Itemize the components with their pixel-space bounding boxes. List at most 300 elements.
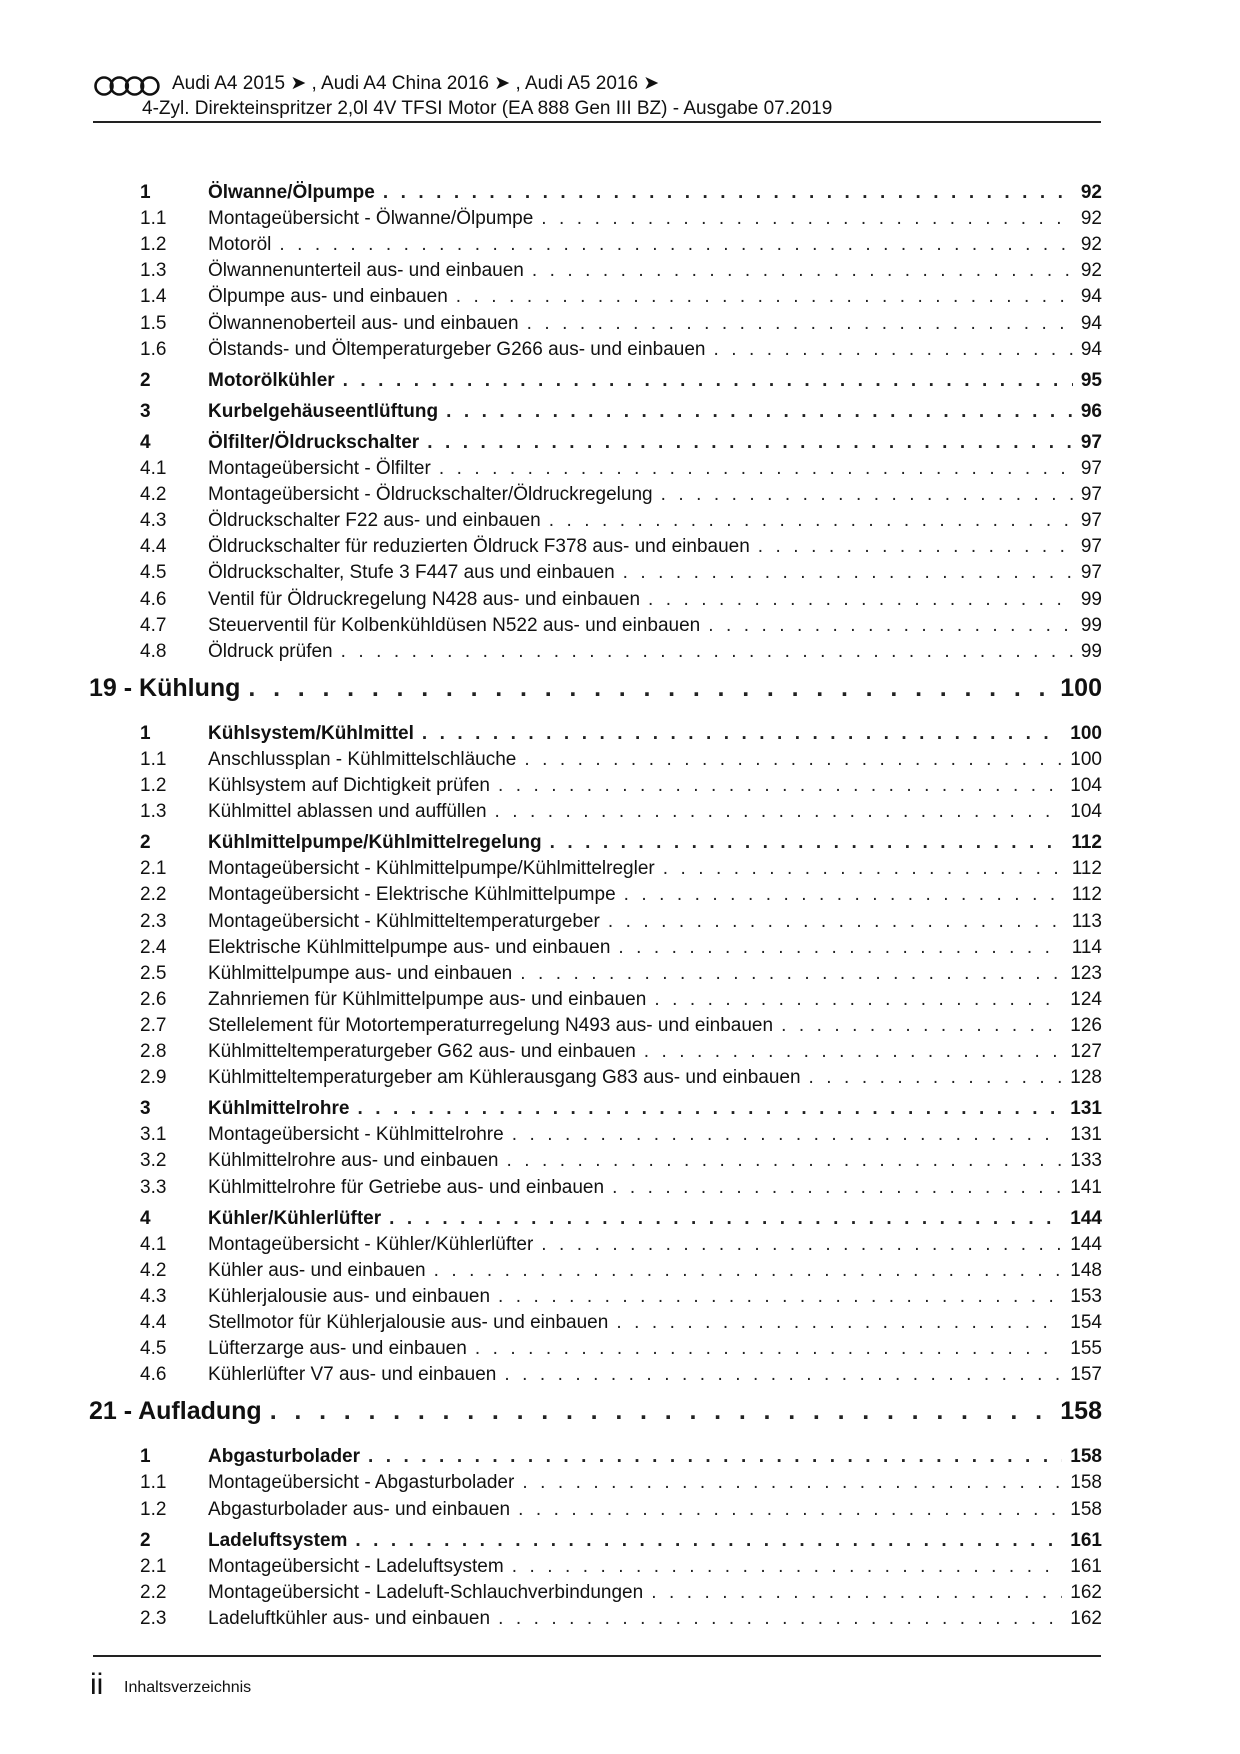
toc-entry — [208, 587, 1102, 613]
toc-item[interactable] — [0, 747, 1240, 773]
toc-number: 4.8 — [140, 640, 167, 662]
toc-entry — [208, 311, 1102, 337]
dot-leader — [758, 534, 1073, 560]
toc-page-number: 112 — [1071, 858, 1102, 880]
toc-title: Montageübersicht - Öldruckschalter/Öldruckregelung — [208, 484, 653, 506]
toc-item[interactable] — [0, 311, 1240, 337]
dot-leader — [549, 508, 1073, 534]
dot-leader — [279, 232, 1073, 258]
dot-leader — [623, 560, 1073, 586]
dot-leader — [512, 1122, 1063, 1148]
toc-item[interactable] — [0, 1606, 1240, 1632]
toc-item[interactable] — [0, 1258, 1240, 1284]
toc-page-number: 131 — [1070, 1098, 1102, 1120]
toc-number: 1.3 — [140, 801, 167, 823]
toc-page-number: 99 — [1080, 588, 1102, 610]
toc-entry — [208, 909, 1102, 935]
toc-section[interactable] — [0, 1096, 1240, 1122]
toc-entry — [208, 1175, 1102, 1201]
toc-number: 2.5 — [140, 962, 167, 984]
dot-leader — [498, 773, 1062, 799]
toc-number: 4.2 — [140, 484, 167, 506]
toc-item[interactable] — [0, 1013, 1240, 1039]
toc-entry — [208, 961, 1102, 987]
toc-page-number: 161 — [1070, 1555, 1102, 1577]
dot-leader — [506, 1148, 1062, 1174]
toc-number: 1.2 — [140, 234, 167, 256]
toc-entry — [208, 482, 1102, 508]
toc-section[interactable] — [0, 368, 1240, 394]
toc-page-number: 123 — [1070, 962, 1102, 984]
toc-title: Ölwanne/Ölpumpe — [208, 182, 375, 203]
dot-leader — [654, 987, 1062, 1013]
toc-entry — [208, 1606, 1102, 1632]
toc-entry — [208, 747, 1102, 773]
dot-leader — [616, 1310, 1062, 1336]
toc-page-number: 99 — [1080, 640, 1102, 662]
toc-entry — [208, 258, 1102, 284]
toc-entry — [208, 613, 1102, 639]
toc-title: Montageübersicht - Elektrische Kühlmittelpumpe — [208, 884, 616, 906]
dot-leader — [809, 1065, 1063, 1091]
toc-section[interactable] — [0, 1444, 1240, 1470]
toc-entry — [208, 1554, 1102, 1580]
toc-entry — [208, 799, 1102, 825]
footer-page-number: ii — [90, 1668, 104, 1701]
toc-number: 1.2 — [140, 1498, 167, 1520]
toc-title: Kühlerlüfter V7 aus- und einbauen — [208, 1364, 497, 1386]
toc-title: Montageübersicht - Kühlmittelpumpe/Kühlmittelregler — [208, 858, 655, 880]
dot-leader — [644, 1039, 1063, 1065]
footer-label: Inhaltsverzeichnis — [124, 1679, 252, 1696]
toc-item[interactable] — [0, 1232, 1240, 1258]
toc-number: 2.1 — [140, 858, 167, 880]
toc-page-number: 162 — [1070, 1581, 1102, 1603]
toc-page-number: 97 — [1080, 431, 1102, 453]
toc-number: 2.3 — [140, 1607, 167, 1629]
toc-title: Kühlmittel ablassen und auffüllen — [208, 801, 487, 823]
toc-title: Ventil für Öldruckregelung N428 aus- und einbauen — [208, 588, 641, 610]
toc-title: Öldruck prüfen — [208, 640, 333, 662]
toc-entry — [208, 882, 1102, 908]
toc-page-number: 133 — [1070, 1150, 1102, 1172]
toc-number: 2.3 — [140, 910, 167, 932]
toc-title: Montageübersicht - Kühlmittelrohre — [208, 1124, 504, 1146]
toc-number: 4.6 — [140, 1364, 167, 1386]
toc-item[interactable] — [0, 1336, 1240, 1362]
toc-item[interactable] — [0, 587, 1240, 613]
toc-title: Ölwannenoberteil aus- und einbauen — [208, 312, 519, 334]
toc-page-number: 144 — [1070, 1233, 1102, 1255]
toc-section[interactable] — [0, 399, 1240, 425]
dot-leader — [541, 206, 1073, 232]
dot-leader — [427, 430, 1073, 456]
dot-leader — [475, 1336, 1062, 1362]
toc-title: Montageübersicht - Ölwanne/Ölpumpe — [208, 208, 534, 230]
toc-page-number: 97 — [1080, 562, 1102, 584]
toc-number: 2 — [140, 1529, 151, 1551]
toc-item[interactable] — [0, 1148, 1240, 1174]
toc-title: Ladeluftkühler aus- und einbauen — [208, 1607, 491, 1629]
toc-number: 4.1 — [140, 1233, 167, 1255]
toc-item[interactable] — [0, 856, 1240, 882]
toc-number: 1 — [140, 182, 151, 203]
toc-number: 4 — [140, 431, 151, 453]
toc-chapter-page: 100 — [1060, 673, 1102, 702]
toc-number: 1.1 — [140, 748, 167, 770]
toc-title: Anschlussplan - Kühlmittelschläuche — [208, 748, 517, 770]
toc-chapter[interactable] — [0, 671, 1240, 705]
dot-leader — [248, 671, 1052, 705]
toc-item[interactable] — [0, 935, 1240, 961]
toc-entry — [208, 534, 1102, 560]
toc-entry — [208, 830, 1102, 856]
toc-entry — [208, 1284, 1102, 1310]
toc-item[interactable] — [0, 613, 1240, 639]
dot-leader — [504, 1362, 1062, 1388]
toc-number: 4.3 — [140, 1285, 167, 1307]
dot-leader — [608, 909, 1064, 935]
toc-number: 1.4 — [140, 286, 167, 308]
toc-number: 2 — [140, 369, 151, 391]
toc-page-number: 94 — [1080, 286, 1102, 308]
toc-page-number: 148 — [1070, 1259, 1102, 1281]
dot-leader — [498, 1606, 1062, 1632]
toc-number: 1.1 — [140, 208, 167, 230]
toc-page-number: 126 — [1070, 1014, 1102, 1036]
toc-item[interactable] — [0, 284, 1240, 310]
toc-entry — [208, 1039, 1102, 1065]
toc-page-number: 153 — [1070, 1285, 1102, 1307]
toc-item[interactable] — [0, 206, 1240, 232]
toc-item[interactable] — [0, 508, 1240, 534]
toc-number: 3 — [140, 1098, 151, 1120]
toc-title: Ladeluftsystem — [208, 1529, 348, 1551]
toc-entry — [208, 1444, 1102, 1470]
header-vehicle-models: Audi A4 2015 ➤ , Audi A4 China 2016 ➤ , Audi A5 2016 ➤ — [172, 73, 660, 94]
toc-page-number: 127 — [1070, 1041, 1102, 1062]
toc-entry — [208, 180, 1102, 206]
toc-entry — [208, 1362, 1102, 1388]
toc-item[interactable] — [0, 961, 1240, 987]
toc-page-number: 99 — [1080, 614, 1102, 636]
toc-number: 4 — [140, 1207, 151, 1229]
toc-title: Motoröl — [208, 234, 272, 256]
toc-entry — [208, 935, 1102, 961]
toc-chapter-entry — [89, 1394, 1102, 1428]
toc-page-number: 157 — [1070, 1364, 1102, 1386]
toc-title: Montageübersicht - Abgasturbolader — [208, 1472, 515, 1494]
toc-page-number: 124 — [1070, 988, 1102, 1010]
dot-leader — [368, 1444, 1062, 1470]
dot-leader — [550, 830, 1064, 856]
dot-leader — [661, 482, 1073, 508]
toc-entry — [208, 1336, 1102, 1362]
toc-number: 4.3 — [140, 510, 167, 532]
toc-item[interactable] — [0, 1284, 1240, 1310]
toc-entry — [208, 206, 1102, 232]
toc-page-number: 100 — [1070, 722, 1102, 744]
toc-page-number: 97 — [1080, 510, 1102, 532]
toc-section[interactable] — [0, 180, 1240, 206]
toc-number: 1 — [140, 722, 151, 744]
toc-title: Kühlmittelpumpe aus- und einbauen — [208, 962, 513, 984]
toc-item[interactable] — [0, 909, 1240, 935]
toc-section[interactable] — [0, 430, 1240, 456]
toc-page-number: 158 — [1070, 1446, 1102, 1468]
toc-title: Motorölkühler — [208, 369, 335, 391]
toc-item[interactable] — [0, 773, 1240, 799]
dot-leader — [663, 856, 1064, 882]
toc-page-number: 100 — [1070, 748, 1102, 770]
dot-leader — [651, 1580, 1062, 1606]
toc-title: Öldruckschalter für reduzierten Öldruck F378 aus- und einbauen — [208, 536, 750, 558]
toc-title: Kühlerjalousie aus- und einbauen — [208, 1285, 491, 1307]
toc-title: Kühlmitteltemperaturgeber am Kühlerausgang G83 aus- und einbauen — [208, 1067, 801, 1089]
dot-leader — [618, 935, 1063, 961]
toc-item[interactable] — [0, 1580, 1240, 1606]
dot-leader — [518, 1497, 1062, 1523]
dot-leader — [781, 1013, 1062, 1039]
dot-leader — [456, 284, 1073, 310]
toc-entry — [208, 399, 1102, 425]
toc-page-number: 94 — [1080, 312, 1102, 334]
toc-entry — [208, 639, 1102, 665]
toc-entry — [208, 337, 1102, 363]
toc-entry — [208, 1470, 1102, 1496]
dot-leader — [541, 1232, 1062, 1258]
dot-leader — [527, 311, 1073, 337]
toc-title: Öldruckschalter F22 aus- und einbauen — [208, 510, 541, 532]
toc-chapter-title: 19 - Kühlung — [89, 673, 241, 702]
toc-entry — [208, 1258, 1102, 1284]
toc-number: 2.2 — [140, 1581, 167, 1603]
toc-item[interactable] — [0, 1362, 1240, 1388]
toc-section[interactable] — [0, 1528, 1240, 1554]
toc-title: Kühlsystem/Kühlmittel — [208, 722, 414, 744]
toc-page-number: 158 — [1070, 1498, 1102, 1520]
toc-title: Kühlmittelrohre aus- und einbauen — [208, 1150, 499, 1172]
toc-chapter[interactable] — [0, 1394, 1240, 1428]
dot-leader — [532, 258, 1073, 284]
toc-entry — [208, 1580, 1102, 1606]
header-engine-description: 4-Zyl. Direkteinspritzer 2,0l 4V TFSI Motor (EA 888 Gen III BZ) - Ausgabe 07.2019 — [142, 98, 833, 119]
toc-page-number: 95 — [1080, 369, 1102, 391]
toc-chapter-title: 21 - Aufladung — [89, 1397, 262, 1426]
toc-page-number: 92 — [1080, 234, 1102, 256]
toc-item[interactable] — [0, 258, 1240, 284]
toc-entry — [208, 1065, 1102, 1091]
dot-leader — [495, 799, 1063, 825]
toc-number: 1.3 — [140, 260, 167, 282]
toc-entry — [208, 284, 1102, 310]
toc-title: Zahnriemen für Kühlmittelpumpe aus- und einbauen — [208, 988, 647, 1010]
toc-number: 2.1 — [140, 1555, 167, 1577]
toc-title: Kühlsystem auf Dichtigkeit prüfen — [208, 775, 490, 796]
toc-page-number: 104 — [1070, 775, 1102, 796]
toc-page-number: 97 — [1080, 536, 1102, 558]
toc-number: 1.6 — [140, 338, 167, 360]
toc-entry — [208, 721, 1102, 747]
toc-title: Kühler/Kühlerlüfter — [208, 1207, 382, 1229]
toc-number: 2.6 — [140, 988, 167, 1010]
toc-number: 4.5 — [140, 1338, 167, 1360]
toc-page-number: 97 — [1080, 458, 1102, 479]
toc-item[interactable] — [0, 987, 1240, 1013]
toc-title: Öldruckschalter, Stufe 3 F447 aus und einbauen — [208, 562, 615, 584]
toc-entry — [208, 232, 1102, 258]
dot-leader — [389, 1206, 1062, 1232]
toc-entry — [208, 456, 1102, 482]
toc-page-number: 155 — [1070, 1338, 1102, 1360]
toc-title: Stellelement für Motortemperaturregelung N493 aus- und einbauen — [208, 1014, 774, 1036]
dot-leader — [355, 1528, 1062, 1554]
toc-number: 3.3 — [140, 1176, 167, 1198]
toc-title: Kühler aus- und einbauen — [208, 1259, 426, 1281]
toc-page-number: 144 — [1070, 1207, 1102, 1229]
dot-leader — [446, 399, 1073, 425]
toc-item[interactable] — [0, 1122, 1240, 1148]
toc-item[interactable] — [0, 1554, 1240, 1580]
toc-entry — [208, 368, 1102, 394]
toc-page-number: 97 — [1080, 484, 1102, 506]
toc-entry — [208, 1122, 1102, 1148]
toc-entry — [208, 508, 1102, 534]
toc-item[interactable] — [0, 482, 1240, 508]
toc-number: 1 — [140, 1446, 151, 1468]
toc-item[interactable] — [0, 1470, 1240, 1496]
toc-page-number: 113 — [1071, 910, 1102, 932]
toc-entry — [208, 560, 1102, 586]
toc-title: Montageübersicht - Kühlmitteltemperaturgeber — [208, 910, 600, 932]
toc-item[interactable] — [0, 232, 1240, 258]
toc-title: Montageübersicht - Ladeluft-Schlauchverbindungen — [208, 1581, 644, 1603]
toc-item[interactable] — [0, 456, 1240, 482]
dot-leader — [713, 337, 1072, 363]
toc-title: Ölwannenunterteil aus- und einbauen — [208, 260, 524, 282]
dot-leader — [512, 1554, 1063, 1580]
toc-entry — [208, 1232, 1102, 1258]
toc-number: 4.1 — [140, 458, 167, 479]
toc-chapter-entry — [89, 671, 1102, 705]
toc-title: Abgasturbolader — [208, 1446, 361, 1468]
toc-chapter-page: 158 — [1060, 1397, 1102, 1426]
toc-page-number: 92 — [1080, 260, 1102, 282]
toc-number: 4.4 — [140, 536, 167, 558]
toc-title: Kühlmittelpumpe/Kühlmittelregelung — [208, 832, 542, 854]
dot-leader — [612, 1175, 1062, 1201]
toc-section[interactable] — [0, 830, 1240, 856]
toc-number: 1.1 — [140, 1472, 167, 1494]
toc-item[interactable] — [0, 1175, 1240, 1201]
toc-number: 3.1 — [140, 1124, 167, 1146]
toc-section[interactable] — [0, 721, 1240, 747]
toc-entry — [208, 1497, 1102, 1523]
toc-entry — [208, 773, 1102, 799]
dot-leader — [422, 721, 1062, 747]
toc-item[interactable] — [0, 337, 1240, 363]
toc-number: 1.2 — [140, 775, 167, 796]
toc-number: 1.5 — [140, 312, 167, 334]
toc-number: 3 — [140, 400, 151, 422]
toc-item[interactable] — [0, 1310, 1240, 1336]
toc-number: 4.7 — [140, 614, 167, 636]
dot-leader — [648, 587, 1073, 613]
toc-item[interactable] — [0, 560, 1240, 586]
dot-leader — [524, 747, 1062, 773]
toc-number: 4.2 — [140, 1259, 167, 1281]
toc-title: Ölstands- und Öltemperaturgeber G266 aus- und einbauen — [208, 338, 706, 360]
toc-item[interactable] — [0, 1065, 1240, 1091]
toc-item[interactable] — [0, 799, 1240, 825]
toc-number: 3.2 — [140, 1150, 167, 1172]
toc-title: Montageübersicht - Ladeluftsystem — [208, 1555, 504, 1577]
toc-title: Kühlmittelrohre für Getriebe aus- und einbauen — [208, 1176, 605, 1198]
toc-page-number: 114 — [1071, 936, 1102, 958]
toc-page-number: 94 — [1080, 338, 1102, 360]
toc-page-number: 141 — [1070, 1176, 1102, 1198]
toc-entry — [208, 1096, 1102, 1122]
toc-page-number: 104 — [1070, 801, 1102, 823]
toc-entry — [208, 1528, 1102, 1554]
toc-item[interactable] — [0, 534, 1240, 560]
toc-page-number: 154 — [1070, 1312, 1102, 1333]
dot-leader — [439, 456, 1073, 482]
dot-leader — [498, 1284, 1062, 1310]
toc-entry — [208, 430, 1102, 456]
toc-title: Elektrische Kühlmittelpumpe aus- und einbauen — [208, 936, 611, 958]
footer-divider — [93, 1655, 1101, 1657]
toc-page-number: 96 — [1080, 400, 1102, 422]
toc-number: 2.4 — [140, 936, 167, 958]
dot-leader — [341, 639, 1073, 665]
toc-entry — [208, 1148, 1102, 1174]
toc-title: Kühlmittelrohre — [208, 1098, 350, 1120]
toc-title: Steuerventil für Kolbenkühldüsen N522 aus- und einbauen — [208, 614, 701, 636]
dot-leader — [270, 1394, 1053, 1428]
toc-item[interactable] — [0, 1039, 1240, 1065]
toc-section[interactable] — [0, 1206, 1240, 1232]
toc-entry — [208, 856, 1102, 882]
toc-title: Lüfterzarge aus- und einbauen — [208, 1338, 467, 1360]
toc-page-number: 92 — [1080, 208, 1102, 230]
dot-leader — [624, 882, 1064, 908]
toc-number: 2.9 — [140, 1067, 167, 1089]
toc-number: 4.5 — [140, 562, 167, 584]
toc-page-number: 158 — [1070, 1472, 1102, 1494]
toc-title: Kühlmitteltemperaturgeber G62 aus- und einbauen — [208, 1041, 636, 1062]
toc-entry — [208, 1310, 1102, 1336]
toc-entry — [208, 987, 1102, 1013]
toc-title: Montageübersicht - Kühler/Kühlerlüfter — [208, 1233, 534, 1255]
dot-leader — [383, 180, 1073, 206]
dot-leader — [357, 1096, 1062, 1122]
toc-number: 2 — [140, 832, 151, 854]
toc-entry — [208, 1013, 1102, 1039]
toc-number: 2.8 — [140, 1041, 167, 1062]
toc-title: Ölpumpe aus- und einbauen — [208, 286, 448, 308]
toc-page-number: 161 — [1070, 1529, 1102, 1551]
dot-leader — [522, 1470, 1062, 1496]
toc-page-number: 92 — [1080, 182, 1102, 203]
toc-page-number: 112 — [1071, 884, 1102, 906]
toc-title: Abgasturbolader aus- und einbauen — [208, 1498, 511, 1520]
toc-item[interactable] — [0, 882, 1240, 908]
toc-item[interactable] — [0, 1497, 1240, 1523]
toc-number: 2.7 — [140, 1014, 167, 1036]
toc-item[interactable] — [0, 639, 1240, 665]
toc-title: Kurbelgehäuseentlüftung — [208, 400, 439, 422]
